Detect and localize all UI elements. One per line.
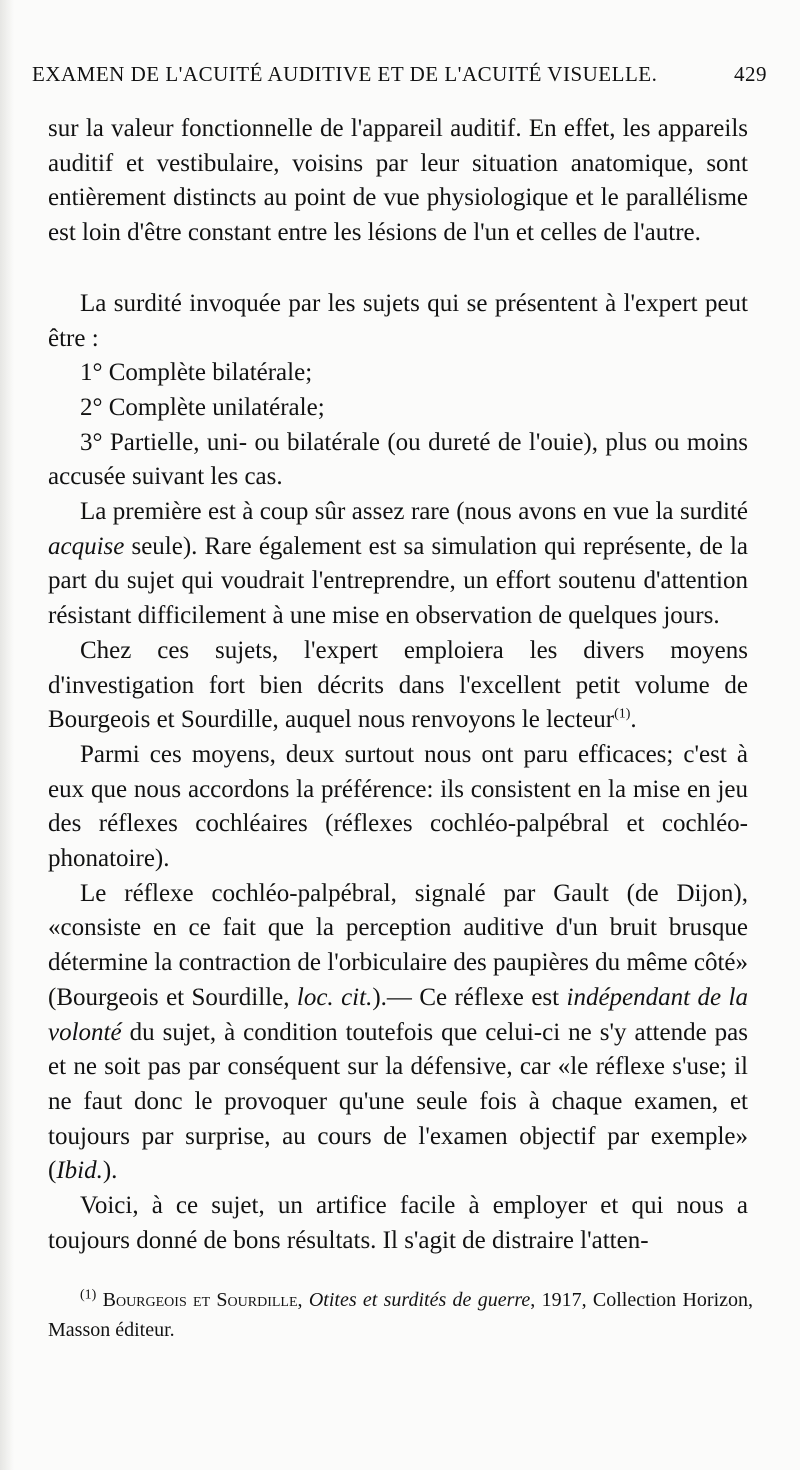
text-run: du sujet, à condition toutefois que celui-ci ne s'y attende pas et ne soit pas par conséquent sur la défensive, car «le réflexe s'use; il ne faut donc le provoquer qu'une seule fois à chaque examen, et toujours par surprise, au cours de l'examen objectif par exemple» ( bbox=[48, 1018, 748, 1185]
list-text-3: Partielle, uni- ou bilatérale (ou dureté de l'ouie), plus ou moins accusée suivant les cas. bbox=[48, 428, 749, 491]
text-run: . bbox=[630, 706, 637, 734]
emphasis: indépendant de la volonté bbox=[48, 983, 748, 1046]
paragraph-7 bbox=[48, 877, 748, 1189]
body-text bbox=[48, 112, 748, 1259]
list-number-1: 1° bbox=[80, 359, 103, 387]
footnote-marker: (1) bbox=[80, 1287, 97, 1303]
paragraph-6: Parmi ces moyens, deux surtout nous ont paru efficaces; c'est à eux que nous accordons la préférence: ils consistent en la mise en jeu des réflexes cochléaires (réflexes cochléo-palpébral et cochléo-phonatoire). bbox=[48, 740, 748, 873]
footnote-title: Otites et surdités de guerre bbox=[308, 1289, 531, 1311]
page-edge-shadow bbox=[0, 0, 14, 1470]
footnote-reference[interactable]: (1) bbox=[614, 706, 631, 722]
text-run: La première est à coup sûr assez rare (nous avons en vue la surdité bbox=[80, 498, 748, 526]
page-number: 429 bbox=[734, 62, 767, 86]
emphasis: Ibid. bbox=[56, 1157, 103, 1185]
paragraph-1: sur la valeur fonctionnelle de l'appareil auditif. En effet, les appareils auditif et vestibulaire, voisins par leur situation anatomique, sont entièrement distincts au point de vue physiologique et le parallélisme est loin d'être constant entre les lésions de l'un et celles de l'autre. bbox=[48, 115, 748, 247]
list-text-1: Complète bilatérale; bbox=[108, 359, 313, 387]
paragraph-8: Voici, à ce sujet, un artifice facile à employer et qui nous a toujours donné de bons résultats. Il s'agit de distraire l'atten- bbox=[48, 1192, 748, 1254]
text-run: ). bbox=[102, 1157, 118, 1185]
list-item-3 bbox=[48, 426, 748, 495]
footnote bbox=[48, 1285, 753, 1345]
text-run: Le réflexe cochléo-palpébral, signalé par Gault (de Dijon), «consiste en ce fait que la perception auditive d'un bruit brusque détermine la contraction de l'orbiculaire des paupières du même côté» (Bourgeois et Sourdille, bbox=[48, 879, 748, 1011]
running-header bbox=[32, 62, 767, 87]
paragraph-4 bbox=[48, 495, 748, 634]
list-number-2: 2° bbox=[80, 393, 103, 421]
text-run: ).— Ce réflexe est bbox=[372, 983, 567, 1011]
footnote-separator: , bbox=[297, 1289, 309, 1311]
list-text-2: Complète unilatérale; bbox=[108, 393, 325, 421]
text-run: Chez ces sujets, l'expert emploiera les divers moyens d'investigation fort bien décrits dans l'excellent petit volume de Bourgeois et Sourdille, auquel nous renvoyons le lecteur bbox=[48, 636, 748, 734]
list-number-3: 3° bbox=[80, 428, 103, 456]
emphasis: acquise bbox=[48, 532, 125, 560]
paragraph-5 bbox=[48, 634, 748, 738]
list-item-1 bbox=[48, 356, 748, 391]
emphasis: loc. cit. bbox=[296, 983, 373, 1011]
footnote-authors: Bourgeois et Sourdille bbox=[102, 1289, 298, 1311]
running-title: EXAMEN DE L'ACUITÉ AUDITIVE ET DE L'ACUITÉ VISUELLE. bbox=[32, 62, 658, 86]
list-item-2 bbox=[48, 391, 748, 426]
paragraph-gap bbox=[48, 251, 748, 287]
footnote-rest: , 1917, Collection Horizon, Masson éditeur. bbox=[48, 1289, 754, 1341]
paragraph-2: La surdité invoquée par les sujets qui se présentent à l'expert peut être : bbox=[48, 289, 748, 352]
text-run: seule). Rare également est sa simulation qui représente, de la part du sujet qui voudrait l'entreprendre, un effort soutenu d'attention résistant difficilement à une mise en observation de quelques jours. bbox=[48, 532, 748, 630]
